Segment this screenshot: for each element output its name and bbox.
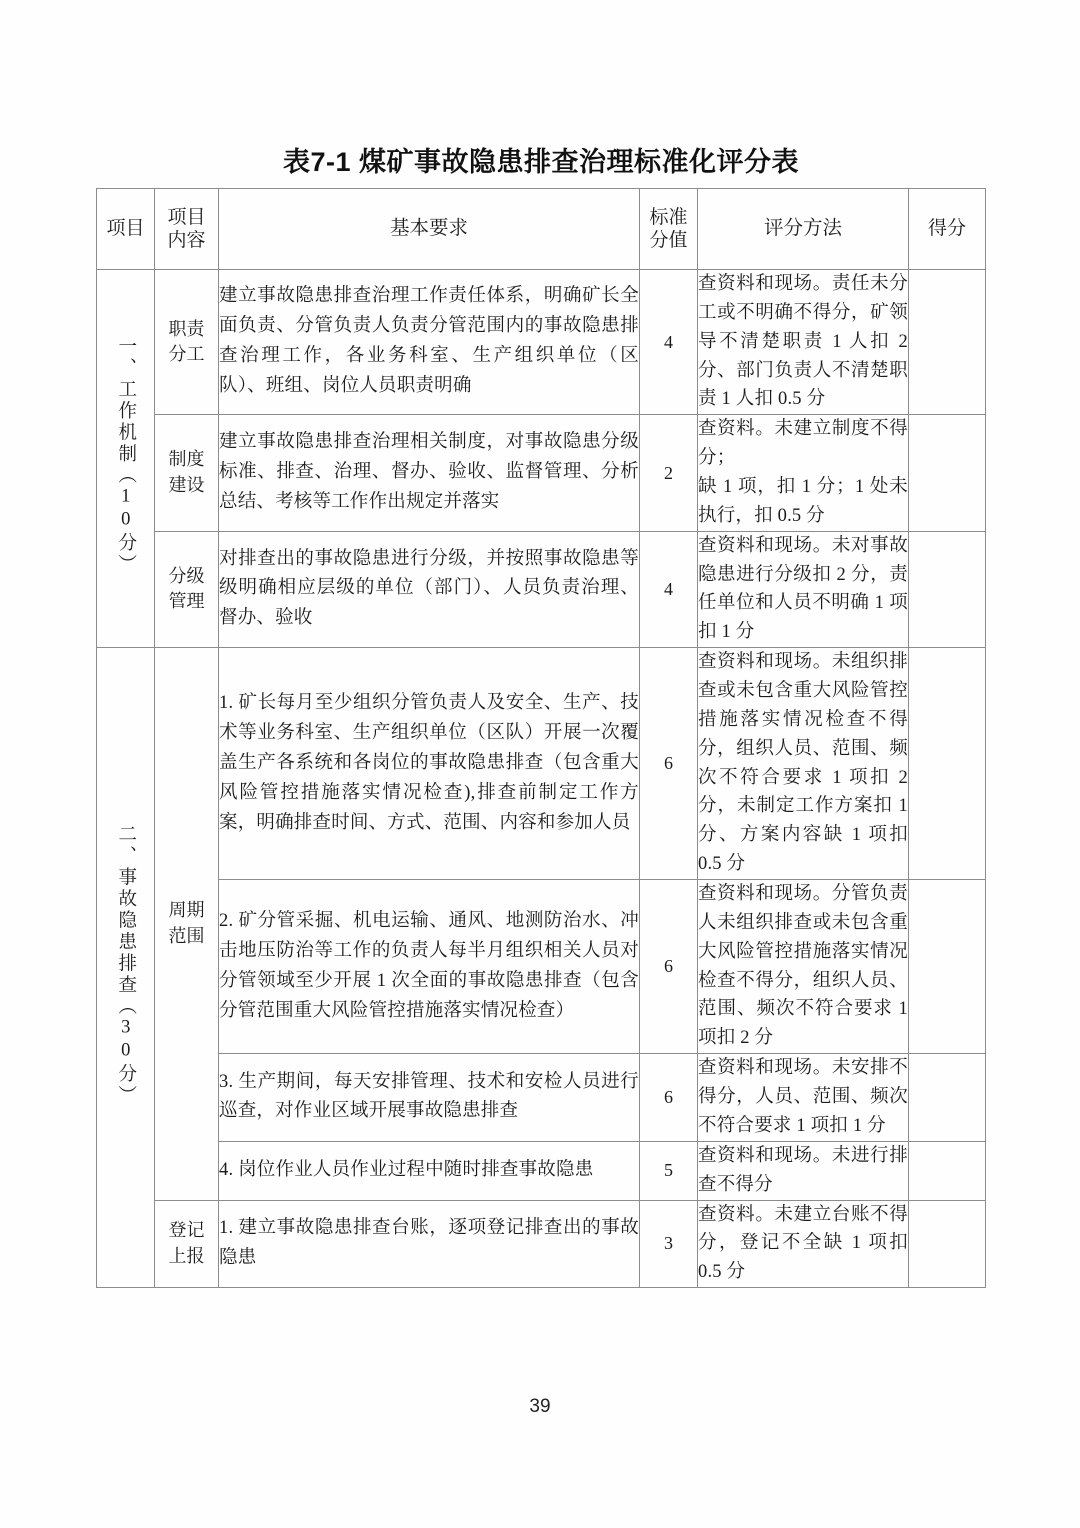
row-requirement: 2. 矿分管采掘、机电运输、通风、地测防治水、冲击地压防治等工作的负责人每半月组织相关人员对分管领域至少开展 1 次全面的事故隐患排查（包含分管范围重大风险管控措施落实情况检查）: [219, 880, 640, 1054]
table-row: [97, 1200, 986, 1288]
row-scoring-method: 查资料和现场。未进行排查不得分: [698, 1141, 909, 1200]
header-standard-score: [640, 189, 698, 270]
table-row: [97, 415, 986, 531]
row-scoring-method: 查资料和现场。未安排不得分，人员、范围、频次不符合要求 1 项扣 1 分: [698, 1054, 909, 1142]
row-result-score[interactable]: [909, 880, 986, 1054]
table-row: [97, 1054, 986, 1142]
section-label-text: 一、工作机制（10分）: [115, 336, 136, 576]
header-standard-score-line2: 分值: [649, 230, 688, 251]
row-standard-score: 5: [640, 1141, 698, 1200]
row-standard-score: 6: [640, 648, 698, 880]
header-basic-requirement: 基本要求: [219, 189, 640, 270]
row-scoring-method: 查资料和现场。责任未分工或不明确不得分，矿领导不清楚职责 1 人扣 2 分、部门负责人不清楚职责 1 人扣 0.5 分: [698, 270, 909, 415]
table-row: [97, 648, 986, 880]
header-project: 项目: [97, 189, 155, 270]
row-scoring-method: 查资料。未建立台账不得分，登记不全缺 1 项扣 0.5 分: [698, 1200, 909, 1288]
row-subject-line2: 范围: [168, 925, 205, 946]
row-standard-score: 6: [640, 880, 698, 1054]
row-subject-line2: 分工: [168, 344, 205, 365]
table-row: [97, 270, 986, 415]
row-scoring-method: 查资料和现场。未组织排查或未包含重大风险管控措施落实情况检查不得分，组织人员、范围、频次不符合要求 1 项扣 2 分，未制定工作方案扣 1 分、方案内容缺 1 项扣 0.5 分: [698, 648, 909, 880]
row-requirement: 对排查出的事故隐患进行分级，并按照事故隐患等级明确相应层级的单位（部门）、人员负责治理、督办、验收: [219, 531, 640, 647]
header-project-content-line1: 项目: [167, 206, 206, 228]
row-result-score[interactable]: [909, 415, 986, 531]
row-requirement: 4. 岗位作业人员作业过程中随时排查事故隐患: [219, 1141, 640, 1200]
row-subject-line2: 上报: [168, 1245, 205, 1266]
row-result-score[interactable]: [909, 648, 986, 880]
row-subject-line1: 制度: [168, 449, 205, 470]
page-number: 39: [529, 1396, 551, 1417]
header-result-score: 得分: [909, 189, 986, 270]
row-standard-score: 4: [640, 270, 698, 415]
row-scoring-method: 查资料和现场。未对事故隐患进行分级扣 2 分，责任单位和人员不明确 1 项扣 1 分: [698, 531, 909, 647]
table-header-row: [97, 189, 986, 270]
row-requirement: 建立事故隐患排查治理工作责任体系，明确矿长全面负责、分管负责人负责分管范围内的事故隐患排查治理工作，各业务科室、生产组织单位（区队）、班组、岗位人员职责明确: [219, 270, 640, 415]
row-result-score[interactable]: [909, 1054, 986, 1142]
table-row: [97, 531, 986, 647]
row-subject: [155, 1200, 219, 1288]
row-subject-line2: 管理: [168, 591, 205, 612]
row-standard-score: 4: [640, 531, 698, 647]
row-subject-line1: 职责: [168, 318, 205, 339]
row-subject-line2: 建设: [168, 475, 205, 496]
row-requirement: 建立事故隐患排查治理相关制度，对事故隐患分级标准、排查、治理、督办、验收、监督管理、分析总结、考核等工作作出规定并落实: [219, 415, 640, 531]
section-label-text: 二、事故隐患排查（30分）: [115, 823, 136, 1107]
row-result-score[interactable]: [909, 1200, 986, 1288]
table-row: [97, 1141, 986, 1200]
row-subject: [155, 415, 219, 531]
row-subject-line1: 周期: [168, 900, 205, 921]
row-standard-score: 6: [640, 1054, 698, 1142]
row-requirement: 1. 建立事故隐患排查台账，逐项登记排查出的事故隐患: [219, 1200, 640, 1288]
table-row: [97, 880, 986, 1054]
row-standard-score: 2: [640, 415, 698, 531]
row-subject-group: [155, 648, 219, 1200]
header-scoring-method: 评分方法: [698, 189, 909, 270]
row-subject: [155, 531, 219, 647]
row-scoring-method: 查资料和现场。分管负责人未组织排查或未包含重大风险管控措施落实情况检查不得分，组织人员、范围、频次不符合要求 1 项扣 2 分: [698, 880, 909, 1054]
row-result-score[interactable]: [909, 531, 986, 647]
row-subject: [155, 270, 219, 415]
page-title: 表7-1 煤矿事故隐患排查治理标准化评分表: [282, 147, 800, 177]
header-project-content: [155, 189, 219, 270]
row-subject-line1: 分级: [168, 565, 205, 586]
row-result-score[interactable]: [909, 270, 986, 415]
header-standard-score-line1: 标准: [649, 206, 688, 228]
row-standard-score: 3: [640, 1200, 698, 1288]
row-requirement: 3. 生产期间，每天安排管理、技术和安检人员进行巡查，对作业区域开展事故隐患排查: [219, 1054, 640, 1142]
header-project-content-line2: 内容: [167, 230, 206, 251]
section-label-work-mechanism: [97, 270, 155, 648]
section-label-hazard-inspection: [97, 648, 155, 1288]
row-subject-line1: 登记: [168, 1220, 205, 1241]
row-result-score[interactable]: [909, 1141, 986, 1200]
scoring-table: [96, 188, 986, 1288]
row-requirement: 1. 矿长每月至少组织分管负责人及安全、生产、技术等业务科室、生产组织单位（区队）开展一次覆盖生产各系统和各岗位的事故隐患排查（包含重大风险管控措施落实情况检查),排查前制定工作方案，明确排查时间、方式、范围、内容和参加人员: [219, 648, 640, 880]
row-scoring-method: 查资料。未建立制度不得分； 缺 1 项，扣 1 分；1 处未执行，扣 0.5 分: [698, 415, 909, 531]
